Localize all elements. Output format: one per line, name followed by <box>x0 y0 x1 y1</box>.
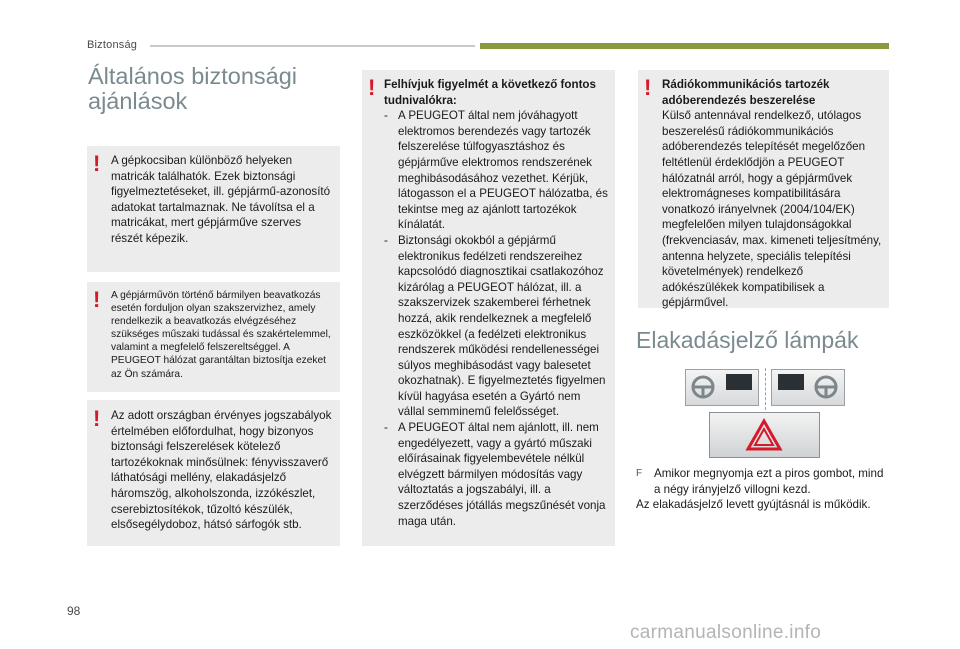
header-accent-bar <box>480 43 889 49</box>
list-dash: - <box>384 233 388 247</box>
header-rule <box>150 45 475 47</box>
warning-icon: ! <box>644 75 652 100</box>
list-item-text: A PEUGEOT által nem jóváhagyott elektromos berendezés vagy tartozék felszerelése túlfogyasztáshoz és gépjárműve elektromos rendszerének meghibásodásához vezethet. Kérjük, látogasson el a PEUGEOT hálózatba, és tekintse meg az ajánlott tartozékok kínálatát. <box>398 109 608 232</box>
section-title: Elakadásjelző lámpák <box>636 327 859 353</box>
warning-text: A gépjárművön történő bármilyen beavatkozás esetén forduljon olyan szakszervizhez, amely rendelkezik a beavatkozás elvégzéséhez szükséges műszaki tudással és szakértelemmel, valamint a megfelelő felszereltséggel. A PEUGEOT hálózat garantáltan biztosítja ezeket az Ön számára. <box>111 290 331 380</box>
warning-heading: Rádiókommunikációs tartozék adóberendezés beszerelése <box>662 78 830 107</box>
list-item-text: Biztonsági okokból a gépjármű elektronikus fedélzeti rendszereihez kapcsolódó diagnosztikai csatlakozóhoz kizárólag a PEUGEOT hálózat, ill. a szakszervizek szakemberei férhetnek hozzá, akik rendelkeznek a megfelelő eszközökkel (a fedélzeti elektronikus rendszerek működési rendellenességei súlyos meghibásodást vagy balesetet okozhatnak). E figyelmeztetés figyelmen kívül hagyása esetén a Gyártó nem vállal semminemű felelősséget. <box>398 233 606 419</box>
warning-icon: ! <box>93 406 101 431</box>
page-title: Általános biztonsági ajánlások <box>88 63 298 114</box>
warning-box-radio <box>638 70 889 308</box>
step-marker-icon: F <box>636 468 643 479</box>
warning-box-service <box>87 282 340 392</box>
step-text: Amikor megnyomja ezt a piros gombot, mind a négy irányjelző villogni kezd. <box>654 467 884 496</box>
warning-text: Az adott országban érvényes jogszabályok értelmében előfordulhat, hogy bizonyos biztonsági felszerelések kötelező tartozékoknak minősülnek: fényvisszaverő láthatósági mellény, elakadásjelző háromszög, alkoholszonda, izzókészlet, cserebiztosítékok, tűzoltó készülék, elsősegélydoboz, hátsó sárfogók stb. <box>111 409 332 532</box>
watermark: carmanualsonline.info <box>630 622 822 643</box>
dashboard-illustration-right <box>771 369 845 406</box>
list-item <box>384 420 609 529</box>
dashboard-illustration-left <box>685 369 759 406</box>
warning-box-accessories <box>362 70 615 546</box>
page-number: 98 <box>67 604 81 618</box>
list-dash: - <box>384 109 388 123</box>
hazard-button-illustration <box>709 412 820 458</box>
warning-box-mandatory-equipment <box>87 400 340 546</box>
warning-text: A gépkocsiban különböző helyeken matricák találhatók. Ezek biztonsági figyelmeztetéseket, ill. gépjármű-azonosító adatokat tartalmaznak. Ne távolítsa el a matricákat, mert gépjárműve szerves részét képezik. <box>111 154 331 245</box>
warning-heading: Felhívjuk figyelmét a következő fontos tudnivalókra: <box>384 78 596 107</box>
list-item <box>384 233 609 420</box>
list-item-text: A PEUGEOT által nem ajánlott, ill. nem engedélyezett, vagy a gyártó műszaki előírásainak figyelembevétele nélkül elvégzett bármilyen módosítás vagy változtatás a jogszabályi, ill. a szerződéses jótállás megszűnését vonja maga után. <box>398 421 606 528</box>
divider-dashed <box>765 368 766 410</box>
list-dash: - <box>384 421 388 435</box>
warning-icon: ! <box>93 287 101 312</box>
note-text: Az elakadásjelző levett gyújtásnál is működik. <box>636 498 871 512</box>
warning-icon: ! <box>93 151 101 176</box>
warning-icon: ! <box>368 75 376 100</box>
hazard-triangle-icon <box>710 413 819 457</box>
section-label: Biztonság <box>87 39 138 51</box>
instruction-step <box>636 466 886 513</box>
warning-text: Külső antennával rendelkező, utólagos beszerelésű rádiókommunikációs adóberendezés telepítését megelőzően feltétlenül érdeklődjön a PEUGEOT hálózatnál arról, hogy a gépjárművek elektromágneses kompatibilitására vonatkozó irányelvnek (2004/104/EK) megfelelően milyen tulajdonságokkal (frekvenciasáv, max. kimeneti teljesítmény, antenna helyzete, speciális telepítési követelmények) rendelkező adókészülékek kompatibilisek a gépjárművel. <box>662 109 882 310</box>
list-item <box>384 108 609 233</box>
steering-wheel-icon <box>686 370 758 405</box>
steering-wheel-icon <box>772 370 844 405</box>
warning-box-stickers <box>87 146 340 272</box>
